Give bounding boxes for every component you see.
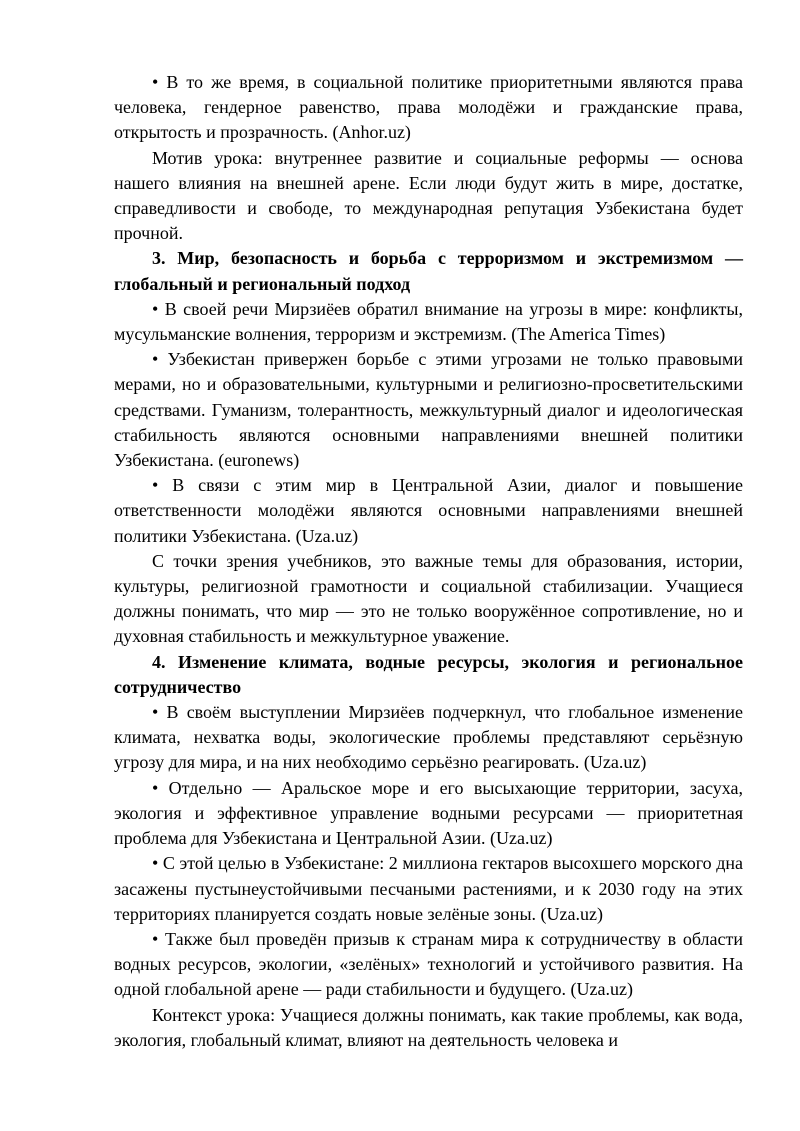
bullet-paragraph: • Отдельно — Аральское море и его высыхающие территории, засуха, экология и эффективное управление водными ресурсами — приоритетная проблема для Узбекистана и Центральной Азии. (Uza.uz) <box>114 777 743 849</box>
section-heading-3: 3. Мир, безопасность и борьба с терроризмом и экстремизмом — глобальный и региональный подход <box>114 248 743 294</box>
bullet-paragraph: • В своём выступлении Мирзиёев подчеркнул, что глобальное изменение климата, нехватка воды, экологические проблемы представляют серьёзную угрозу для мира, и на них необходимо серьёзно реагировать. (Uza.uz) <box>114 702 743 773</box>
section-heading-4: 4. Изменение климата, водные ресурсы, экология и региональное сотрудничество <box>114 651 743 697</box>
lesson-motive-paragraph: Мотив урока: внутреннее развитие и социальные реформы — основа нашего влияния на внешней арене. Если люди будут жить в мире, достатке, справедливости и свободе, то международная репутация Узбекистана будет прочной. <box>114 147 743 244</box>
bullet-paragraph: • В то же время, в социальной политике приоритетными являются права человека, гендерное равенство, права молодёжи и гражданские права, открытость и прозрачность. (Anhor.uz) <box>114 72 743 143</box>
bullet-paragraph: • В своей речи Мирзиёев обратил внимание на угрозы в мире: конфликты, мусульманские волнения, терроризм и экстремизм. (The America Times) <box>114 298 743 345</box>
textbook-view-paragraph: С точки зрения учебников, это важные темы для образования, истории, культуры, религиозной грамотности и социальной стабилизации. Учащиеся должны понимать, что мир — это не только вооружённое сопротивление, но и духовная стабильность и межкультурное уважение. <box>114 550 743 647</box>
bullet-paragraph: • Также был проведён призыв к странам мира к сотрудничеству в области водных ресурсов, экологии, «зелёных» технологий и устойчивого развития. На одной глобальной арене — ради стабильности и будущего. (Uza.uz) <box>114 928 743 1000</box>
bullet-paragraph: • С этой целью в Узбекистане: 2 миллиона гектаров высохшего морского дна засажены пустынеустойчивыми песчаными растениями, и к 2030 году на этих территориях планируется создать новые зелёные зоны. (Uza.uz) <box>114 853 743 924</box>
bullet-paragraph: • Узбекистан привержен борьбе с этими угрозами не только правовыми мерами, но и образовательными, культурными и религиозно-просветительскими средствами. Гуманизм, толерантность, межкультурный диалог и идеологическая стабильность являются основными направлениями внешней политики Узбекистана. (euronews) <box>114 349 743 471</box>
bullet-paragraph: • В связи с этим мир в Центральной Азии, диалог и повышение ответственности молодёжи являются основными направлениями внешней политики Узбекистана. (Uza.uz) <box>114 475 743 546</box>
lesson-context-paragraph: Контекст урока: Учащиеся должны понимать, как такие проблемы, как вода, экология, глобальный климат, влияют на деятельность человека и <box>114 1004 743 1050</box>
